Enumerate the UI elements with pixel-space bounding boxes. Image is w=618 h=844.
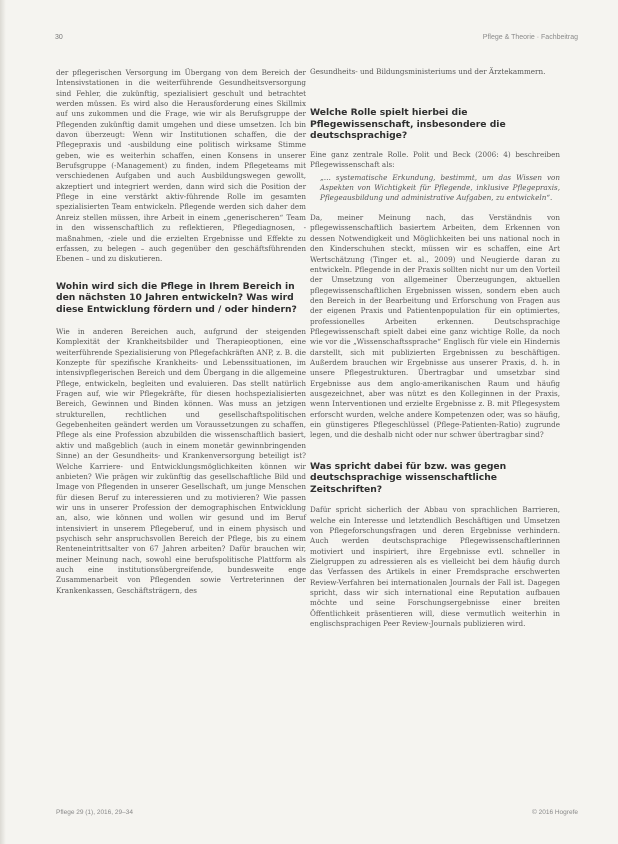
continued-paragraph: Gesundheits- und Bildungsministeriums und der Ärztekammern. [310, 67, 546, 76]
footer-copyright: © 2016 Hogrefe [532, 809, 578, 816]
right-column [310, 67, 560, 629]
answer-paragraph-role: Eine ganz zentrale Rolle. Polit und Beck (2006: 4) beschreiben Pflegewissenschaft als: [310, 149, 560, 170]
answer-paragraph-future: Wie in anderen Bereichen auch, aufgrund der steigenden Komplexität der Krankheitsbilder und Therapieoptionen, eine weiterführende Spezialisierung von Pflegefachkräften ANP, z. B. die Konzepte für spezifische Krankheits- und Lebenssituationen, im intensivpflegerischen Bereich und dem Übergang in die allgemeine Pflege, entwickeln, begleiten und evaluieren. Das stellt natürlich Fragen auf, wie wir Pflegekräfte, für diesen hochspezialisierten Bereich, Gewinnen und Binden können. Was muss an jetzigen strukturellen, rechtlichen und gesellschaftspolitischen Gegebenheiten geändert werden um Voraussetzungen zu schaffen, Pflege als eine Profession abzubilden die wissenschaftlich basiert, aktiv und maßgeblich (auch in einem monetär gewinnbringenden Sinne) an der Gesundheits- und Krankenversorgung beteiligt ist? Welche Karriere- und Entwicklungsmöglichkeiten können wir anbieten? Wie prägen wir zukünftig das gesellschaftliche Bild und Image von Pflegenden in unserer Gesellschaft, um junge Menschen für diesen Beruf zu interessieren und zu motivieren? Wie passen wir uns in unserer Profession der demographischen Entwicklung an, also, wie können und wollen wir gesund und im Beruf intensiviert in unserem Pflegeberuf, und in einem physisch und psychisch sehr anspruchsvollen Bereich der Pflege, bis zu einem Renteneintrittsalter von 67 Jahren arbeiten? Dafür brauchen wir, meiner Meinung nach, sowohl eine berufspolitische Plattform als auch eine institutionsübergreifende, bundesweite enge Zusammenarbeit von Pflegenden sowie Vertreterinnen der Krankenkassen, Geschäftsträgern, des [56, 327, 306, 595]
question-heading-role: Welche Rolle spielt hierbei die Pflegewissenschaft, insbesondere die deutschsprachige? [310, 107, 506, 142]
question-heading-journals: Was spricht dabei für bzw. was gegen deutschsprachige wissenschaftliche Zeitschriften? [310, 460, 507, 495]
running-title: Pflege & Theorie · Fachbeitrag [482, 34, 578, 41]
answer-paragraph-role-2: Da, meiner Meinung nach, das Verständnis von pflegewissenschaftlich basiertem Arbeiten, dem Erkennen von dessen Notwendigkeit und Möglichkeiten bei uns national noch in den Kinderschuhen steckt, müssen wir es schaffen, eine Art Wertschätzung (Tinger et. al., 2009) und Neugierde daran zu entwickeln. Pflegende in der Praxis sollten nicht nur um den Vorteil der Umsetzung von allgemeiner Überzeugungen, aktuellen pflegewissenschaftlichen Ergebnissen wissen, sondern eben auch den Bereich in der Bearbeitung und Erforschung von Fragen aus der eigenen Praxis und Patientenpopulation für ein optimiertes, professionelles Arbeiten erkennen. Deutschsprachige Pflegewissenschaft spielt dabei eine ganz wichtige Rolle, da noch wie vor die „Wissenschaftssprache“ Englisch für viele ein Hindernis darstellt, sich mit publizierten Ergebnissen zu beschäftigen. Außerdem brauchen wir Ergebnisse aus unserer Praxis, d. h. in unsere Pflegestrukturen. Übertragbar und umsetzbar sind Ergebnisse aus dem anglo-amerikanischen Raum und häufig ausgezeichnet, aber was nützt es den Kolleginnen in der Praxis, wenn Interventionen und erzielte Ergebnisse z. B. mit Pflegesystem erforscht wurden, welche andere Kompetenzen oder, was so häufig, ein günstigeres Pflegeschlüssel (Pflege-Patienten-Ratio) zugrunde legen, und die deshalb nicht oder nur schwer übertragbar sind? [310, 213, 560, 440]
intro-paragraph: der pflegerischen Versorgung im Übergang von dem Bereich der Intensivstationen in die weiterführende Gesundheitsversorgung sind Fehler, die zukünftig, spezialisiert geschult und betrachtet werden müssen. Es wird also die Herausforderung eines Skillmix auf uns zukommen und die Frage, wie wir als Berufsgruppe der Pflegenden zukünftig damit umgehen und diese umsetzen. Ich bin davon überzeugt: Wenn wir Institutionen schaffen, die der Pflegepraxis und -ausbildung eine politisch wirksame Stimme geben, wie es weiterhin schaffen, einen Konsens in unserer Berufsgruppe (-Management) zu finden, indem Pflegeteams mit verschiedenen Aufgaben und auch Ausbildungswegen gewollt, akzeptiert und integriert werden, dann wird sich die Position der Pflege in eine verstärkt aktiv-führende Rolle im gesamten spezialisierten Team entwickeln. Pflegende werden sich daher dem Anreiz stellen müssen, ihre Arbeit in einem „generischeren“ Team in den wissenschaftlich zu reflektieren, Pflegediagnosen, -maßnahmen, -ziele und die erzielten Ergebnisse und Effekte zu erfassen, zu belegen – auch gegenüber den geschäftsführenden Ebenen – und zu diskutieren. [56, 68, 306, 264]
answer-paragraph-journals: Dafür spricht sicherlich der Abbau von sprachlichen Barrieren, welche ein Interesse und letztendlich Beschäftigen und Umsetzen von Pflegeforschungsfragen und deren Ergebnisse verhindern. Auch werden deutschsprachige Pflegewissenschaftlerinnen motiviert und inspiriert, ihre Ergebnisse evtl. schneller in Zielgruppen zu adressieren als es vielleicht bei dem häufig durch das Verfassen des Artikels in einer Fremdsprache erschwerten Review-Verfahren bei internationalen Journals der Fall ist. Dagegen spricht, dass wir sich international eine Reputation aufbauen möchte und seine Forschungsergebnisse einer breiten Öffentlichkeit präsentieren will, diese vermutlich weiterhin in englischsprachigen Peer Review-Journals publizieren wird. [310, 505, 560, 628]
footer-citation: Pflege 29 (1), 2016, 29–34 [56, 809, 133, 816]
block-quote: „… systematische Erkundung, bestimmt, um das Wissen von Aspekten von Wichtigkeit für Pflegende, inklusive Pflegepraxis, Pflegeausbildung und administrative Aufgaben, zu entwickeln“. [320, 172, 560, 202]
page-fold-shadow [0, 0, 6, 844]
page-number: 30 [55, 34, 63, 41]
left-column [56, 68, 306, 596]
question-heading-future: Wohin wird sich die Pflege in Ihrem Bereich in den nächsten 10 Jahren entwickeln? Was wird diese Entwicklung fördern und / oder hindern? [56, 280, 297, 315]
